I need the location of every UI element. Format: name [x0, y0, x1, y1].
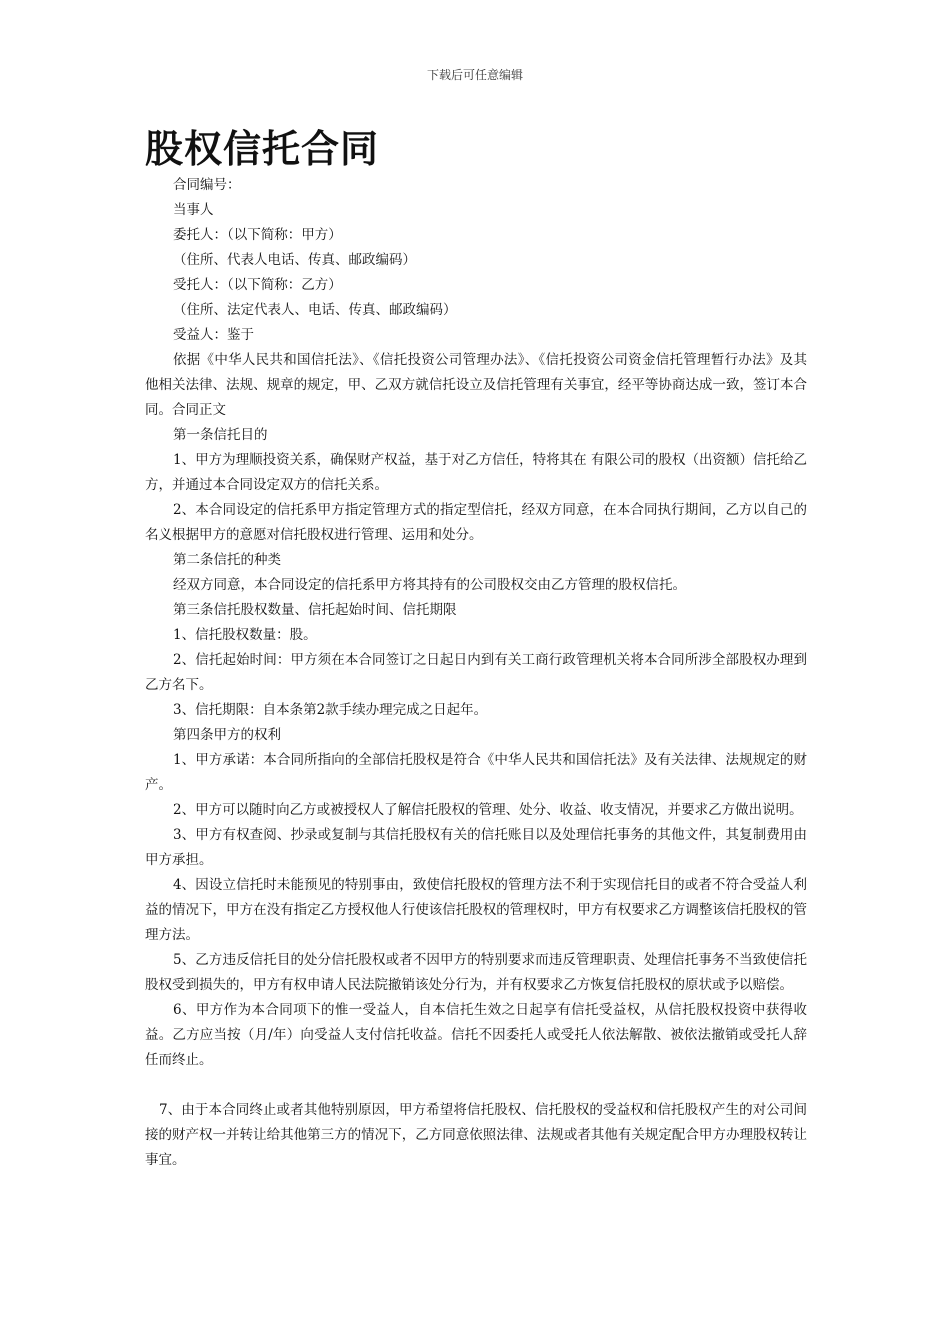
- article-4-clause-2: 2、甲方可以随时向乙方或被授权人了解信托股权的管理、处分、收益、收支情况，并要求乙方做出说明。: [173, 802, 803, 818]
- beneficiary-line: 受益人：鉴于: [173, 327, 254, 343]
- article-4-clause-7: 7、由于本合同终止或者其他特别原因，甲方希望将信托股权、信托股权的受益权和信托股权产生的对公司间接的财产权一并转让给其他第三方的情况下，乙方同意依照法律、法规或者其他有关规定配合甲方办理股权转让事宜。: [145, 1102, 807, 1168]
- article-4-clause-4: 4、因设立信托时未能预见的特别事由，致使信托股权的管理方法不利于实现信托目的或者不符合受益人利益的情况下，甲方在没有指定乙方授权他人行使该信托股权的管理权时，甲方有权要求乙方调整该信托股权的管理方法。: [145, 877, 807, 943]
- article-3-clause-3: 3、信托期限：自本条第2款手续办理完成之日起年。: [173, 702, 488, 718]
- trustee-details: （住所、法定代表人、电话、传真、邮政编码）: [173, 302, 457, 318]
- article-3-clause-1: 1、信托股权数量：股。: [173, 627, 317, 643]
- principal-line: 委托人：（以下简称：甲方）: [173, 227, 342, 243]
- preamble-paragraph: 依据《中华人民共和国信托法》、《信托投资公司管理办法》、《信托投资公司资金信托管理暂行办法》及其他相关法律、法规、规章的规定，甲、乙双方就信托设立及信托管理有关事宜，经平等协商达成一致，签订本合同。合同正文: [145, 352, 807, 418]
- contract-number: 合同编号：: [173, 177, 241, 193]
- trustee-line: 受托人：（以下简称：乙方）: [173, 277, 342, 293]
- article-4-clause-6: 6、甲方作为本合同项下的惟一受益人，自本信托生效之日起享有信托受益权，从信托股权投资中获得收益。乙方应当按（月/年）向受益人支付信托收益。信托不因委托人或受托人依法解散、被依法撤销或受托人辞任而终止。: [145, 1002, 807, 1068]
- article-2-body: 经双方同意，本合同设定的信托系甲方将其持有的公司股权交由乙方管理的股权信托。: [173, 577, 686, 593]
- header-note: 下载后可任意编辑: [426, 68, 523, 82]
- article-2-heading: 第二条信托的种类: [173, 552, 281, 568]
- article-4-clause-5: 5、乙方违反信托目的处分信托股权或者不因甲方的特别要求而违反管理职责、处理信托事务不当致使信托股权受到损失的，甲方有权申请人民法院撤销该处分行为，并有权要求乙方恢复信托股权的原状或予以赔偿。: [145, 952, 807, 993]
- article-3-clause-2: 2、信托起始时间：甲方须在本合同签订之日起日内到有关工商行政管理机关将本合同所涉全部股权办理到乙方名下。: [145, 652, 807, 693]
- article-3-heading: 第三条信托股权数量、信托起始时间、信托期限: [173, 602, 457, 618]
- article-1-clause-2: 2、本合同设定的信托系甲方指定管理方式的指定型信托，经双方同意，在本合同执行期间，乙方以自己的名义根据甲方的意愿对信托股权进行管理、运用和处分。: [145, 502, 807, 543]
- article-1-heading: 第一条信托目的: [173, 427, 268, 443]
- document-title: 股权信托合同: [145, 127, 380, 171]
- parties-heading: 当事人: [173, 202, 214, 218]
- article-4-clause-3: 3、甲方有权查阅、抄录或复制与其信托股权有关的信托账目以及处理信托事务的其他文件，其复制费用由甲方承担。: [145, 827, 807, 868]
- principal-details: （住所、代表人电话、传真、邮政编码）: [173, 252, 416, 268]
- article-1-clause-1: 1、甲方为理顺投资关系，确保财产权益，基于对乙方信任，特将其在 有限公司的股权（出资额）信托给乙方，并通过本合同设定双方的信托关系。: [145, 452, 807, 493]
- article-4-heading: 第四条甲方的权利: [173, 727, 281, 743]
- document-body: [145, 173, 807, 1173]
- article-4-clause-1: 1、甲方承诺：本合同所指向的全部信托股权是符合《中华人民共和国信托法》及有关法律、法规规定的财产。: [145, 752, 807, 793]
